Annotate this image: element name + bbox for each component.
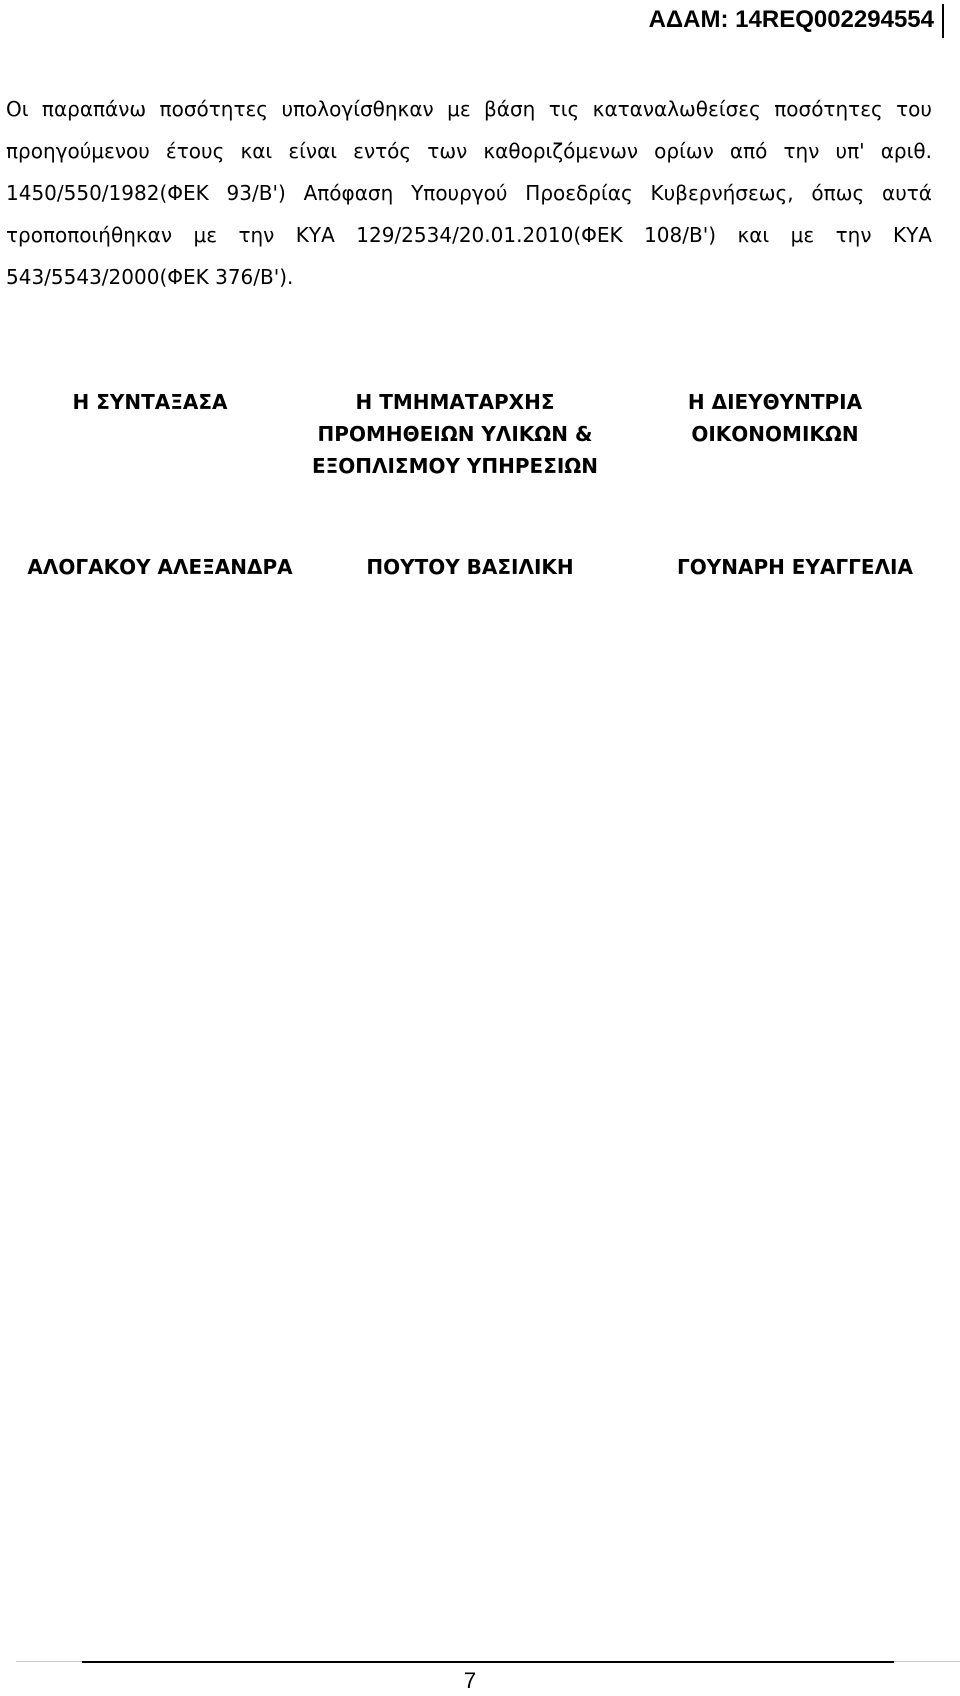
footer-divider-dark	[82, 1661, 894, 1663]
signature-title-line: ΠΡΟΜΗΘΕΙΩΝ ΥΛΙΚΩΝ &	[317, 422, 593, 446]
signature-title-section-head	[300, 386, 610, 482]
signature-title-director	[655, 386, 895, 450]
signature-title-line: Η ΣΥΝΤΑΞΑΣΑ	[72, 390, 228, 414]
page-number: 7	[463, 1668, 477, 1693]
signatory-name-author: ΑΛΟΓΑΚΟΥ ΑΛΕΞΑΝΔΡΑ	[27, 555, 293, 579]
adam-identifier: ΑΔΑΜ: 14REQ002294554	[648, 6, 934, 33]
signatory-name-director: ΓΟΥΝΑΡΗ ΕΥΑΓΓΕΛΙΑ	[677, 555, 913, 579]
signature-title-line: ΟΙΚΟΝΟΜΙΚΩΝ	[691, 422, 859, 446]
signature-title-line: Η ΤΜΗΜΑΤΑΡΧΗΣ	[355, 390, 555, 414]
signature-title-line: ΕΞΟΠΛΙΣΜΟΥ ΥΠΗΡΕΣΙΩΝ	[311, 454, 599, 478]
body-paragraph: Οι παραπάνω ποσότητες υπολογίσθηκαν με βάση τις καταναλωθείσες ποσότητες του προηγούμενου έτους και είναι εντός των καθοριζόμενων ορίων από την υπ' αριθ. 1450/550/1982(ΦΕΚ 93/Β') Απόφαση Υπουργού Προεδρίας Κυβερνήσεως, όπως αυτά τροποποιήθηκαν με την ΚΥΑ 129/2534/20.01.2010(ΦΕΚ 108/Β') και με την ΚΥΑ 543/5543/2000(ΦΕΚ 376/Β').	[6, 97, 932, 289]
signature-title-line: Η ΔΙΕΥΘΥΝΤΡΙΑ	[687, 390, 863, 414]
signatory-name-section-head: ΠΟΥΤΟΥ ΒΑΣΙΛΙΚΗ	[366, 555, 574, 579]
header-vertical-rule	[942, 4, 944, 38]
signature-title-author	[30, 386, 270, 418]
